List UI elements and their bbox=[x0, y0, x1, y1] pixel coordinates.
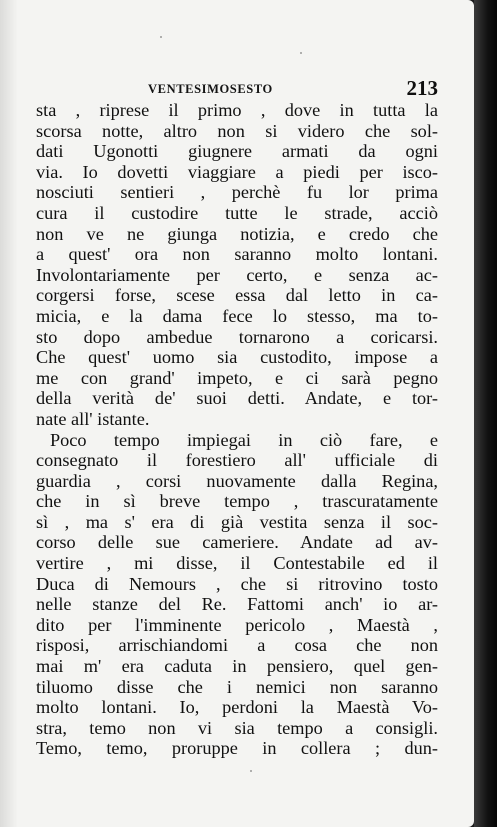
text-line: me con grand' impeto, e ci sarà pegno bbox=[36, 367, 438, 388]
text-line: Involontariamente per certo, e senza ac- bbox=[36, 264, 438, 285]
body-text bbox=[36, 100, 438, 759]
paper-speck bbox=[250, 770, 252, 772]
text-line: scorsa notte, altro non si videro che sol- bbox=[36, 120, 438, 141]
text-line: dati Ugonotti giugnere armati da ogni bbox=[36, 141, 438, 162]
text-line: guardia , corsi nuovamente dalla Regina, bbox=[36, 470, 438, 491]
text-line: Duca di Nemours , che si ritrovino tosto bbox=[36, 573, 438, 594]
page-number: 213 bbox=[406, 76, 438, 100]
text-line: vertire , mi disse, il Contestabile ed il bbox=[36, 553, 438, 574]
text-line: Temo, temo, proruppe in collera ; dun- bbox=[36, 738, 438, 759]
text-line: Che quest' uomo sia custodito, impose a bbox=[36, 347, 438, 368]
text-line: risposi, arrischiandomi a cosa che non bbox=[36, 635, 438, 656]
text-line: che in sì breve tempo , trascuratamente bbox=[36, 491, 438, 512]
page-edge-shadow bbox=[474, 0, 497, 827]
text-line: sta , riprese il primo , dove in tutta la bbox=[36, 100, 438, 120]
text-line: molto lontani. Io, perdoni la Maestà Vo- bbox=[36, 697, 438, 718]
text-line: sì , ma s' era di già vestita senza il soc- bbox=[36, 511, 438, 532]
text-line: corso delle sue cameriere. Andate ad av- bbox=[36, 532, 438, 553]
text-line: della verità de' suoi detti. Andate, e tor- bbox=[36, 388, 438, 409]
paper-speck bbox=[300, 52, 302, 54]
paper-speck bbox=[160, 36, 162, 38]
text-line: via. Io dovetti viaggiare a piedi per isco- bbox=[36, 161, 438, 182]
text-line: nelle stanze del Re. Fattomi anch' io ar- bbox=[36, 594, 438, 615]
text-line: non ve ne giunga notizia, e credo che bbox=[36, 223, 438, 244]
text-line: corgersi forse, scese essa dal letto in ca- bbox=[36, 285, 438, 306]
text-line-paragraph-end: nate all' istante. bbox=[36, 408, 150, 429]
text-line: stra, temo non vi sia tempo a consigli. bbox=[36, 717, 438, 738]
page-header bbox=[36, 78, 438, 100]
running-head: VENTESIMOSESTO bbox=[148, 82, 273, 96]
text-line: dito per l'imminente pericolo , Maestà , bbox=[36, 614, 438, 635]
text-line: nosciuti sentieri , perchè fu lor prima bbox=[36, 182, 438, 203]
text-line-paragraph-start: Poco tempo impiegai in ciò fare, e bbox=[50, 429, 438, 450]
text-line: consegnato il forestiero all' ufficiale di bbox=[36, 450, 438, 471]
text-line: tiluomo disse che i nemici non saranno bbox=[36, 676, 438, 697]
text-line: micia, e la dama fece lo stesso, ma to- bbox=[36, 305, 438, 326]
text-line: cura il custodire tutte le strade, acciò bbox=[36, 202, 438, 223]
text-line: a quest' ora non saranno molto lontani. bbox=[36, 244, 438, 265]
spine-shadow bbox=[0, 0, 18, 827]
text-line: sto dopo ambedue tornarono a coricarsi. bbox=[36, 326, 438, 347]
text-line: mai m' era caduta in pensiero, quel gen- bbox=[36, 656, 438, 677]
